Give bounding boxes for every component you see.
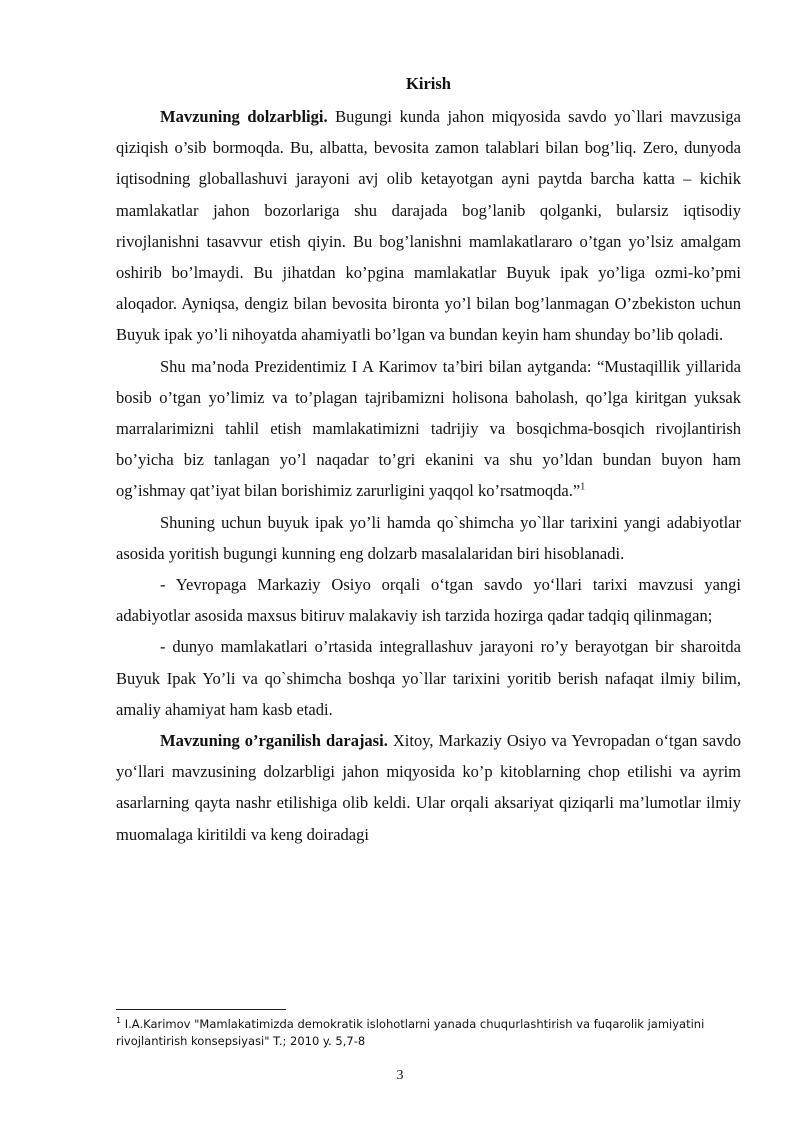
paragraph-text: Xitoy, Markaziy Osiyo va Yevropadan o‘tgan savdo yo‘llari mavzusining dolzarbligi jahon miqyosida ko’p kitoblarning chop etilishi va ayrim asarlarning qayta nashr etilishiga olib keldi. Ular orqali aksariyat qiziqarli ma’lumotlar ilmiy muomalaga kiritildi va keng doiradagi xyxy=(116,731,741,844)
paragraph-text: - dunyo mamlakatlari o’rtasida integrallashuv jarayoni ro’y berayotgan bir sharoitda Buyuk Ipak Yo’li va qo`shimcha boshqa yo`llar tarixini yoritib berish nafaqat ilmiy bilim, amaliy ahamiyat ham kasb etadi. xyxy=(116,637,741,719)
paragraph-text: Shu ma’noda Prezidentimiz I A Karimov ta’biri bilan aytganda: “Mustaqillik yillarida bosib o’tgan yo’limiz va to’plagan tajribamizni holisona baholash, qo’lga kiritgan yuksak marralarimizni tahlil etish mamlakatimizni tadrijiy va bosqichma-bosqich rivojlantirish bo’yicha biz tanlagan yo’l naqadar to’gri ekanini va shu yo’ldan bundan buyon ham og’ishmay qat’iyat bilan borishimiz zarurligini yaqqol ko’rsatmoqda.” xyxy=(116,356,741,501)
paragraph-text: Shuning uchun buyuk ipak yo’li hamda qo`shimcha yo`llar tarixini yangi adabiyotlar asosida yoritish bugungi kunning eng dolzarb masalalaridan biri hisoblanadi. xyxy=(116,512,741,563)
paragraph-quote xyxy=(116,351,741,507)
paragraph-text: Bugungi kunda jahon miqyosida savdo yo`llari mavzusiga qiziqish o’sib bormoqda. Bu, albatta, bevosita zamon talablari bilan bog’liq. Zero, dunyoda iqtisodning globallashuvi jarayoni avj olib ketayotgan ayni paytda barcha katta – kichik mamlakatlar jahon bozorlariga shu darajada bog’lanib qolganki, bularsiz iqtisodiy rivojlanishni tasavvur etish qiyin. Bu bog’lanishni mamlakatlararo o’tgan yo’lsiz amalgam oshirib bo’lmaydi. Bu jihatdan ko’pgina mamlakatlar Buyuk ipak yo’liga ozmi-ko’pmi aloqador. Ayniqsa, dengiz bilan bevosita bironta yo’l bilan bog’lanmagan O’zbekiston uchun Buyuk ipak yo’li nihoyatda ahamiyatli bo’lgan va bundan keyin ham shunday bo’lib qoladi. xyxy=(116,107,741,345)
page-number: 3 xyxy=(396,1068,404,1083)
footnote-ref: 1 xyxy=(580,481,586,493)
section-title: Kirish xyxy=(406,74,451,93)
footnote-marker: 1 xyxy=(116,1016,122,1026)
paragraph-relevance xyxy=(116,101,741,351)
paragraph-lead: Mavzuning dolzarbligi. xyxy=(160,107,328,126)
page-body xyxy=(116,74,741,850)
paragraph-list-item xyxy=(116,569,741,631)
paragraph-lead: Mavzuning o’rganilish darajasi. xyxy=(160,731,388,751)
paragraph-importance xyxy=(116,507,741,569)
paragraph-study-level xyxy=(116,725,741,850)
footnote-text: I.A.Karimov "Mamlakatimizda demokratik islohotlarni yanada chuqurlashtirish va fuqarolik jamiyatini rivojlantirish konsepsiyasi" T.; 2010 y. 5,7-8 xyxy=(116,1017,705,1048)
footnote-divider xyxy=(116,1009,286,1010)
paragraph-text: - Yevropaga Markaziy Osiyo orqali o‘tgan savdo yo‘llari tarixi mavzusi yangi adabiyotlar asosida maxsus bitiruv malakaviy ish tarzida hozirga qadar tadqiq qilinmagan; xyxy=(116,575,741,626)
paragraph-list-item xyxy=(116,631,741,725)
footnote xyxy=(116,1016,741,1050)
